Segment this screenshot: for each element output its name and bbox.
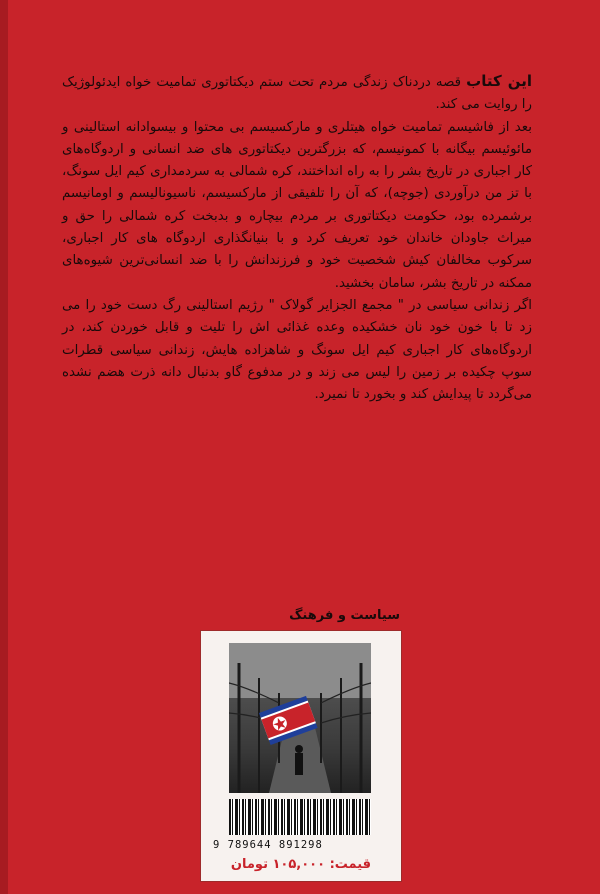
price-label: قیمت: ۱۰۵,۰۰۰ تومان	[230, 857, 372, 872]
blurb-paragraph-1	[62, 70, 532, 117]
blurb-paragraph-3: اگر زندانی سیاسی در " مجمع الجزایر گولاک " رژیم استالینی رگ دست خود را می زد تا با خون خود نان خشکیده وعده غذائی اش را تلیت و قابل خوردن کند، در اردوگاه‌های کار اجباری کیم ایل سونگ و شاهزاده هایش، زندانی سیاسی قطرات سوپ چکیده بر زمین را لیس می زند و در مدفوع گاو بدنبال دانه ذرت هضم نشده می‌گردد تا پیدایش کند و بخورد تا نمیرد.	[62, 297, 532, 403]
blurb-paragraph-2: بعد از فاشیسم تمامیت خواه هیتلری و مارکسیسم بی محتوا و بیسوادانه استالینی و مائوئیسم بیگانه با کمونیسم، که بزرگترین دیکتاتوری های ضد انسانی و اردوگاه‌های کار اجباری در تاریخ بشر را به راه انداختند، کره شمالی به سردمداری کیم ایل سونگ، با تز من درآوردی (جوچه)، که آن را تلفیقی از مارکسیسم، ناسیونالیسم و اومانیسم برشمرده بود، حکومت دیکتاتوری بر مردم بیچاره و بدبخت کره شمالی را حق و میراث جاودان خاندان خود تعریف کرد و با بنیانگذاری اردوگاه های کار اجباری، سرکوب مخالفان کیش شخصیت خود و فرزندانش را با ضد انسانی‌ترین شیوه‌های ممکنه در تاریخ بشر، سامان بخشید.	[62, 119, 532, 291]
info-box	[200, 630, 402, 882]
barcode	[229, 799, 371, 835]
blurb-lead: این کتاب	[466, 72, 532, 90]
camp-photo-svg	[229, 643, 371, 793]
series-label: سیاست و فرهنگ	[289, 608, 400, 623]
blurb-text	[62, 70, 532, 406]
spine-edge	[0, 0, 8, 894]
blurb-paragraph-1-rest: قصه دردناک زندگی مردم تحت ستم دیکتاتوری تمامیت خواه ایدئولوژیک را روایت می کند.	[62, 75, 532, 113]
isbn-number: 9 789644 891298	[213, 839, 323, 851]
barbed-wire-camp-photo	[229, 643, 371, 793]
